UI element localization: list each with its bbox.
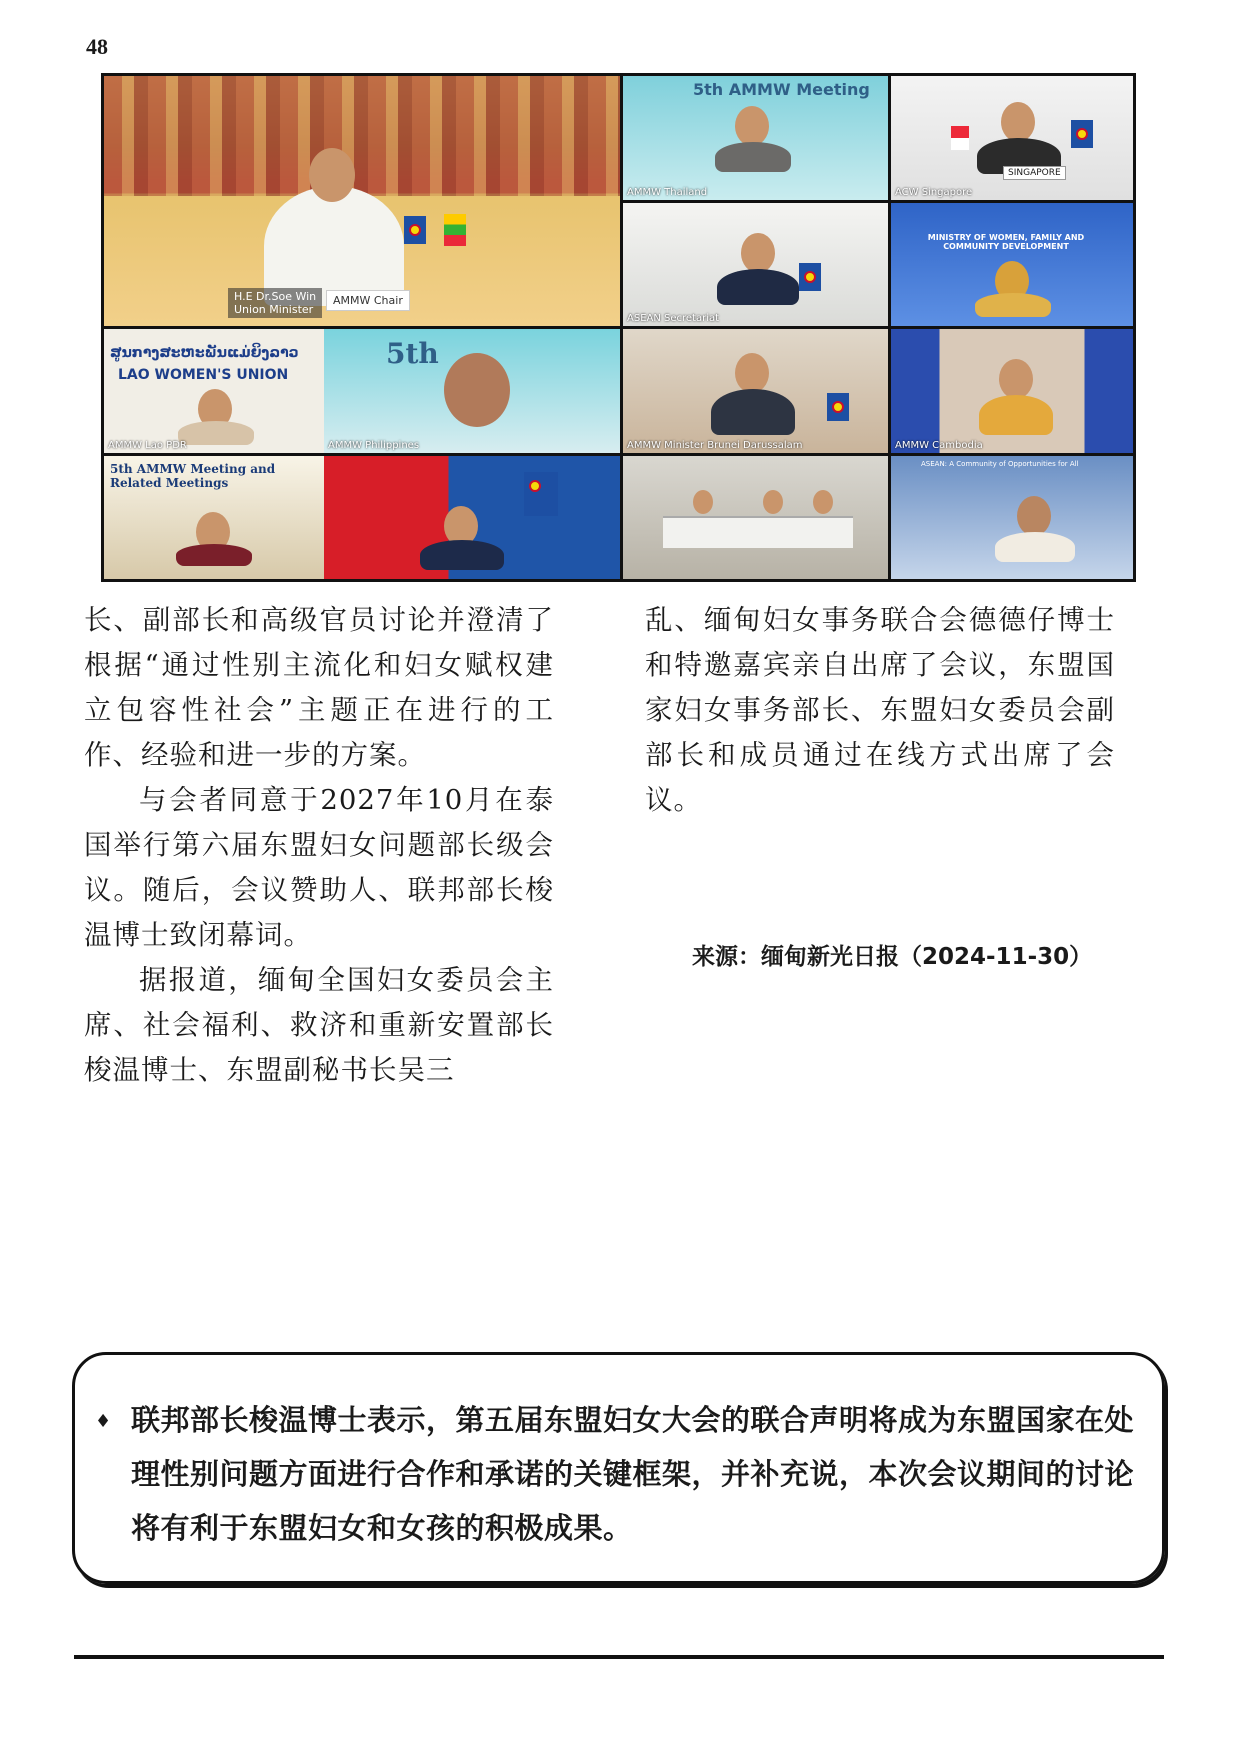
photo-tile-singapore <box>891 76 1133 200</box>
chair-title: Union Minister <box>234 303 314 316</box>
photo-tile-thailand <box>623 76 888 200</box>
secretariat-caption: ASEAN Secretariat <box>627 313 720 324</box>
asean-flag-icon <box>799 263 821 291</box>
photo-tile-brunei <box>623 329 888 453</box>
page-number: 48 <box>86 34 108 59</box>
chair-name: H.E Dr.Soe Win <box>234 290 317 303</box>
singapore-placard: SINGAPORE <box>1003 166 1066 180</box>
myanmar-hall-header: 5th AMMW Meeting and Related Meetings <box>110 461 276 490</box>
asean-flag-icon <box>827 393 849 421</box>
singapore-caption: ACW Singapore <box>895 186 973 198</box>
photo-tile-hall <box>623 456 888 580</box>
photo-tile-asean-secretariat <box>623 203 888 327</box>
cambodia-delegate-head <box>999 359 1033 399</box>
quote-text: 联邦部长梭温博士表示，第五届东盟妇女大会的联合声明将成为东盟国家在处理性别问题方面进行合作和承诺的关键框架，并补充说，本次会议期间的讨论将有利于东盟妇女和女孩的积极成果。 <box>131 1403 1135 1545</box>
chair-badge: AMMW Chair <box>326 290 410 311</box>
asean-flag-icon <box>1071 120 1093 148</box>
malaysia-delegate <box>975 293 1051 317</box>
bottom-divider <box>74 1655 1164 1659</box>
brunei-delegate <box>711 389 795 435</box>
hall-delegate-head <box>813 490 833 514</box>
philippines-tile <box>324 329 620 453</box>
myanmar-hall-tile <box>104 456 324 580</box>
article-paragraph: 乱、缅甸妇女事务联合会德德仔博士和特邀嘉宾亲自出席了会议，东盟国家妇女事务部长、东盟妇女委员会副部长和成员通过在线方式出席了会议。 <box>645 604 1115 816</box>
thailand-caption: AMMW Thailand <box>627 186 708 198</box>
thailand-delegate <box>715 142 791 172</box>
hall-delegate-head <box>763 490 783 514</box>
meeting-table <box>663 516 853 548</box>
thailand-delegate-head <box>735 106 769 146</box>
brunei-caption: AMMW Minister Brunei Darussalam <box>627 439 803 451</box>
photo-tile-lao-philippines <box>104 329 620 453</box>
banner-delegate-head <box>1017 496 1051 536</box>
photo-tile-cambodia <box>891 329 1133 453</box>
meeting-photo-collage <box>101 73 1136 582</box>
lao-tile <box>104 329 324 453</box>
quote-box <box>72 1352 1165 1584</box>
lao-script: ສູນກາງສະຫະພັນແມ່ຍິງລາວ <box>110 345 299 361</box>
article-paragraph: 据报道，缅甸全国妇女委员会主席、社会福利、救济和重新安置部长梭温博士、东盟副秘书长吴三 <box>84 964 554 1086</box>
photo-tile-malaysia <box>891 203 1133 327</box>
cambodia-caption: AMMW Cambodia <box>895 439 983 451</box>
photo-tile-asean-banner <box>891 456 1133 580</box>
banner-delegate <box>995 532 1075 562</box>
chair-head <box>309 148 355 202</box>
secretariat-delegate-head <box>741 233 775 273</box>
chair-name-card <box>228 288 322 318</box>
article-paragraph: 与会者同意于2027年10月在泰国举行第六届东盟妇女问题部长级会议。随后，会议赞助人、联邦部长梭温博士致闭幕词。 <box>84 784 554 951</box>
asean-banner-text: ASEAN: A Community of Opportunities for All <box>921 459 1079 468</box>
lao-caption: AMMW Lao PDR <box>108 439 187 451</box>
photo-tile-chair <box>104 76 620 326</box>
singapore-flag-icon <box>951 126 969 150</box>
malaysia-header: MINISTRY OF WOMEN, FAMILY AND COMMUNITY DEVELOPMENT <box>927 232 1085 251</box>
asean-flag-icon <box>404 216 426 244</box>
hall-delegate-head <box>693 490 713 514</box>
philippines-delegate <box>444 353 510 427</box>
diamond-bullet-icon: ♦ <box>95 1411 112 1432</box>
vietnam-tile <box>324 456 620 580</box>
thailand-header: 5th AMMW Meeting <box>693 80 870 99</box>
myanmar-delegate <box>176 544 252 566</box>
asean-flag-icon <box>524 472 558 516</box>
secretariat-delegate <box>717 269 799 305</box>
brunei-delegate-head <box>735 353 769 393</box>
philippines-caption: AMMW Philippines <box>328 439 420 451</box>
article-right-column <box>645 598 1115 823</box>
myanmar-flag-icon <box>444 214 466 246</box>
lao-title: LAO WOMEN'S UNION <box>118 367 289 383</box>
article-source: 来源：缅甸新光日报（2024-11-30） <box>692 944 1093 970</box>
cambodia-delegate <box>979 395 1053 435</box>
lao-delegate <box>178 421 254 445</box>
photo-tile-myanmar-vietnam <box>104 456 620 580</box>
article-left-column <box>84 598 554 1093</box>
article-paragraph: 长、副部长和高级官员讨论并澄清了根据“通过性别主流化和妇女赋权建立包容性社会”主题正在进行的工作、经验和进一步的方案。 <box>84 604 554 771</box>
palace-backdrop <box>104 76 620 196</box>
philippines-header: 5th <box>386 337 439 370</box>
vietnam-delegate <box>420 540 504 570</box>
singapore-delegate-head <box>1001 102 1035 142</box>
